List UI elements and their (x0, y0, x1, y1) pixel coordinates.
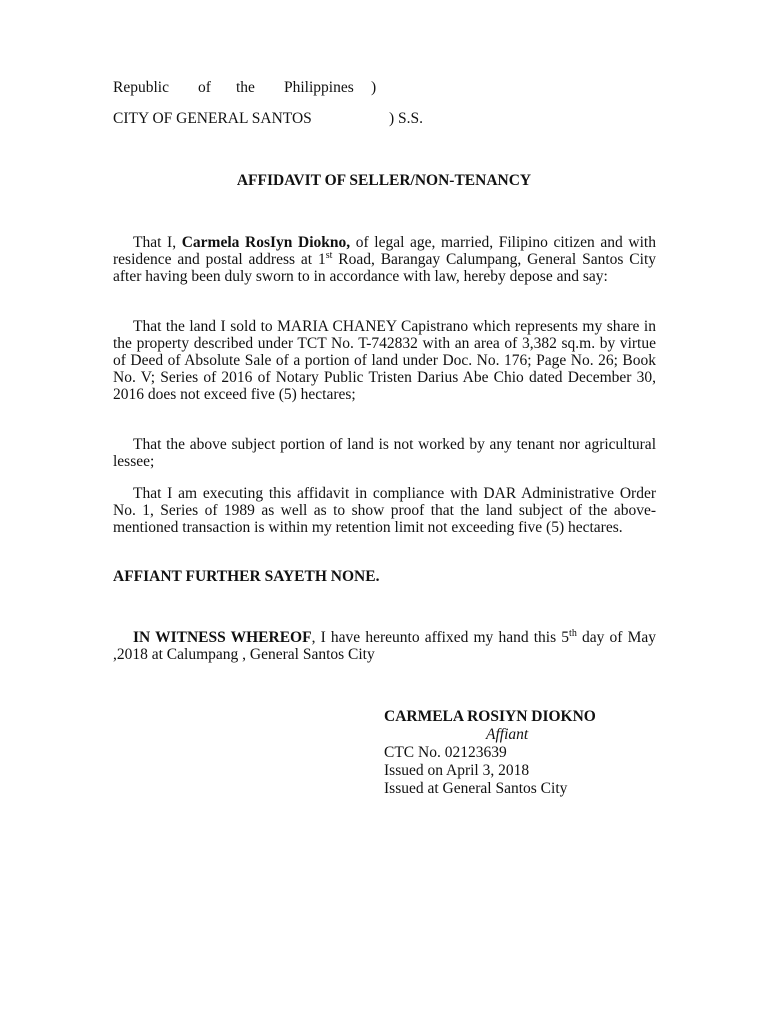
affiant-role: Affiant (486, 726, 529, 743)
document-title: AFFIDAVIT OF SELLER/NON-TENANCY (236, 172, 532, 189)
witness-text-b: day of May ,2018 at Calumpang , General Santos City (113, 629, 656, 663)
paragraph-land-sale (113, 318, 656, 403)
venue-paren: ) (371, 79, 377, 96)
p4-text: That I am executing this affidavit in compliance with DAR Administrative Order No. 1, Series of 1989 as well as to show proof that the land subject of the above-mentioned transaction is within my retention limit not exceeding five (5) hectares. (113, 485, 656, 536)
signature-block (384, 708, 596, 798)
venue-word: the (236, 79, 255, 96)
p1-text-a: That I, (133, 234, 182, 251)
p2-text: That the land I sold to MARIA CHANEY Capistrano which represents my share in the property described under TCT No. T-742832 with an area of 3,382 sq.m. by virtue of Deed of Absolute Sale of a portion of land under Doc. No. 176; Page No. 26; Book No. V; Series of 2016 of Notary Public Tristen Darius Abe Chio dated December 30, 2016 does not exceed five (5) hectares; (113, 318, 656, 403)
witness-superscript: th (569, 627, 577, 639)
declarant-name: Carmela RosIyn Diokno, (181, 234, 351, 251)
witness-bold: IN WITNESS WHEREOF (133, 629, 312, 646)
further-sayeth: AFFIANT FURTHER SAYETH NONE. (113, 568, 380, 585)
ctc-issued-at: Issued at General Santos City (384, 780, 568, 797)
paragraph-witness (113, 629, 656, 663)
p1-text-b: of legal age, married, Filipino citizen and with residence and postal address at 1 (113, 234, 656, 268)
paragraph-declarant (113, 234, 656, 285)
affiant-name: CARMELA ROSIYN DIOKNO (384, 708, 596, 725)
ctc-issued-on: Issued on April 3, 2018 (384, 762, 530, 779)
p3-text: That the above subject portion of land is not worked by any tenant nor agricultural lessee; (113, 436, 656, 470)
p1-superscript: st (325, 249, 333, 261)
venue-word: of (198, 79, 211, 96)
venue-city: CITY OF GENERAL SANTOS (113, 110, 312, 127)
ctc-number: CTC No. 02123639 (384, 744, 507, 761)
paragraph-compliance (113, 485, 656, 536)
venue-ss: ) S.S. (389, 110, 424, 127)
venue-word: Republic (113, 79, 169, 96)
p1-text-c: Road, Barangay Calumpang, General Santos City after having been duly sworn to in accordance with law, hereby depose and say: (113, 251, 656, 285)
paragraph-non-tenancy (113, 436, 656, 470)
witness-text-a: , I have hereunto affixed my hand this 5 (311, 629, 570, 646)
venue-word: Philippines (284, 79, 354, 96)
